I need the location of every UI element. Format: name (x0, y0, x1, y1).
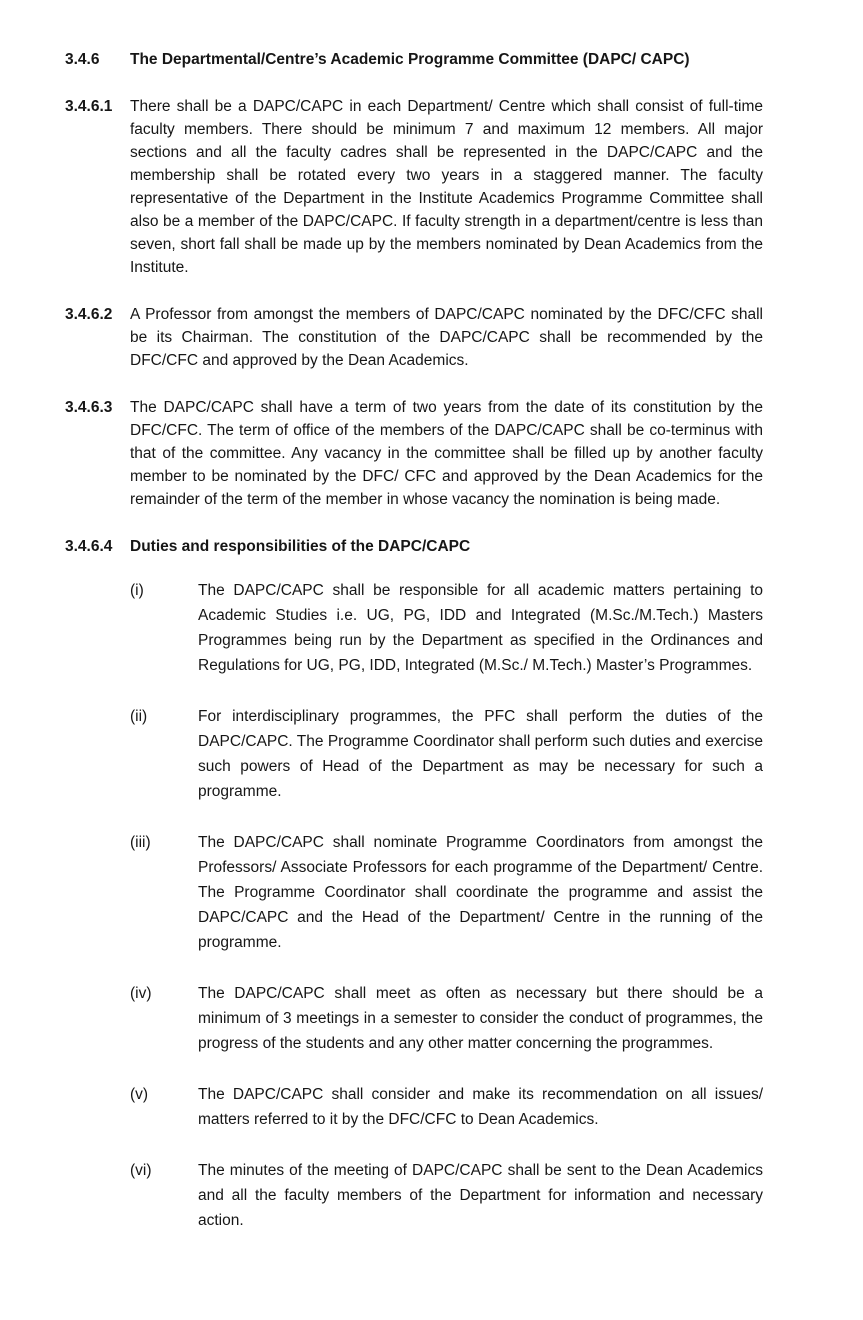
list-item-text: The DAPC/CAPC shall meet as often as necessary but there should be a minimum of 3 meetings in a semester to consider the conduct of programmes, the progress of the students and any other matter concerning the programmes. (198, 985, 763, 1052)
list-item-i (130, 578, 763, 678)
paragraph-3-4-6-2 (65, 303, 763, 372)
duties-list (130, 578, 763, 1233)
subsection-number: 3.4.6.4 (65, 538, 113, 555)
section-title: The Departmental/Centre’s Academic Programme Committee (DAPC/ CAPC) (130, 51, 690, 68)
paragraph-3-4-6-3 (65, 396, 763, 511)
subsection-heading (65, 535, 763, 558)
list-marker: (vi) (130, 1162, 152, 1179)
list-item-iv (130, 981, 763, 1056)
list-marker: (i) (130, 582, 144, 599)
list-marker: (iii) (130, 834, 151, 851)
section-heading (65, 48, 763, 71)
list-marker: (ii) (130, 708, 148, 725)
list-item-text: The minutes of the meeting of DAPC/CAPC shall be sent to the Dean Academics and all the faculty members of the Department for information and necessary action. (198, 1162, 763, 1229)
list-marker: (v) (130, 1086, 149, 1103)
section-number: 3.4.6 (65, 51, 100, 68)
list-item-ii (130, 704, 763, 804)
subsection-title: Duties and responsibilities of the DAPC/CAPC (130, 538, 471, 555)
paragraph-number: 3.4.6.3 (65, 399, 113, 416)
list-item-text: For interdisciplinary programmes, the PFC shall perform the duties of the DAPC/CAPC. The Programme Coordinator shall perform such duties and exercise such powers of Head of the Department as may be necessary for such a programme. (198, 708, 763, 800)
list-item-iii (130, 830, 763, 955)
paragraph-text: There shall be a DAPC/CAPC in each Department/ Centre which shall consist of full-time faculty members. There should be minimum 7 and maximum 12 members. All major sections and all the faculty cadres shall be represented in the DAPC/CAPC and the membership shall be rotated every two years in a staggered manner. The faculty representative of the Department in the Institute Academics Programme Committee shall also be a member of the DAPC/CAPC. If faculty strength in a department/centre is less than seven, short fall shall be made up by the members nominated by Dean Academics from the Institute. (130, 98, 763, 276)
list-item-text: The DAPC/CAPC shall consider and make its recommendation on all issues/ matters referred to it by the DFC/CFC to Dean Academics. (198, 1086, 763, 1128)
list-item-v (130, 1082, 763, 1132)
list-item-text: The DAPC/CAPC shall nominate Programme Coordinators from amongst the Professors/ Associate Professors for each programme of the Department/ Centre. The Programme Coordinator shall coordinate the programme and assist the DAPC/CAPC and the Head of the Department/ Centre in the running of the programme. (198, 834, 763, 951)
paragraph-3-4-6-1 (65, 95, 763, 279)
list-item-text: The DAPC/CAPC shall be responsible for all academic matters pertaining to Academic Studies i.e. UG, PG, IDD and Integrated (M.Sc./M.Tech.) Masters Programmes being run by the Department as specified in the Ordinances and Regulations for UG, PG, IDD, Integrated (M.Sc./ M.Tech.) Master’s Programmes. (198, 582, 763, 674)
list-marker: (iv) (130, 985, 152, 1002)
paragraph-number: 3.4.6.2 (65, 306, 113, 323)
paragraph-number: 3.4.6.1 (65, 98, 113, 115)
paragraph-text: A Professor from amongst the members of DAPC/CAPC nominated by the DFC/CFC shall be its Chairman. The constitution of the DAPC/CAPC shall be recommended by the DFC/CFC and approved by the Dean Academics. (130, 306, 763, 369)
list-item-vi (130, 1158, 763, 1233)
paragraph-text: The DAPC/CAPC shall have a term of two years from the date of its constitution by the DFC/CFC. The term of office of the members of the DAPC/CAPC shall be co-terminus with that of the committee. Any vacancy in the committee shall be filled up by another faculty member to be nominated by the DFC/ CFC and approved by the Dean Academics for the remainder of the term of the member in whose vacancy the nomination is being made. (130, 399, 763, 508)
